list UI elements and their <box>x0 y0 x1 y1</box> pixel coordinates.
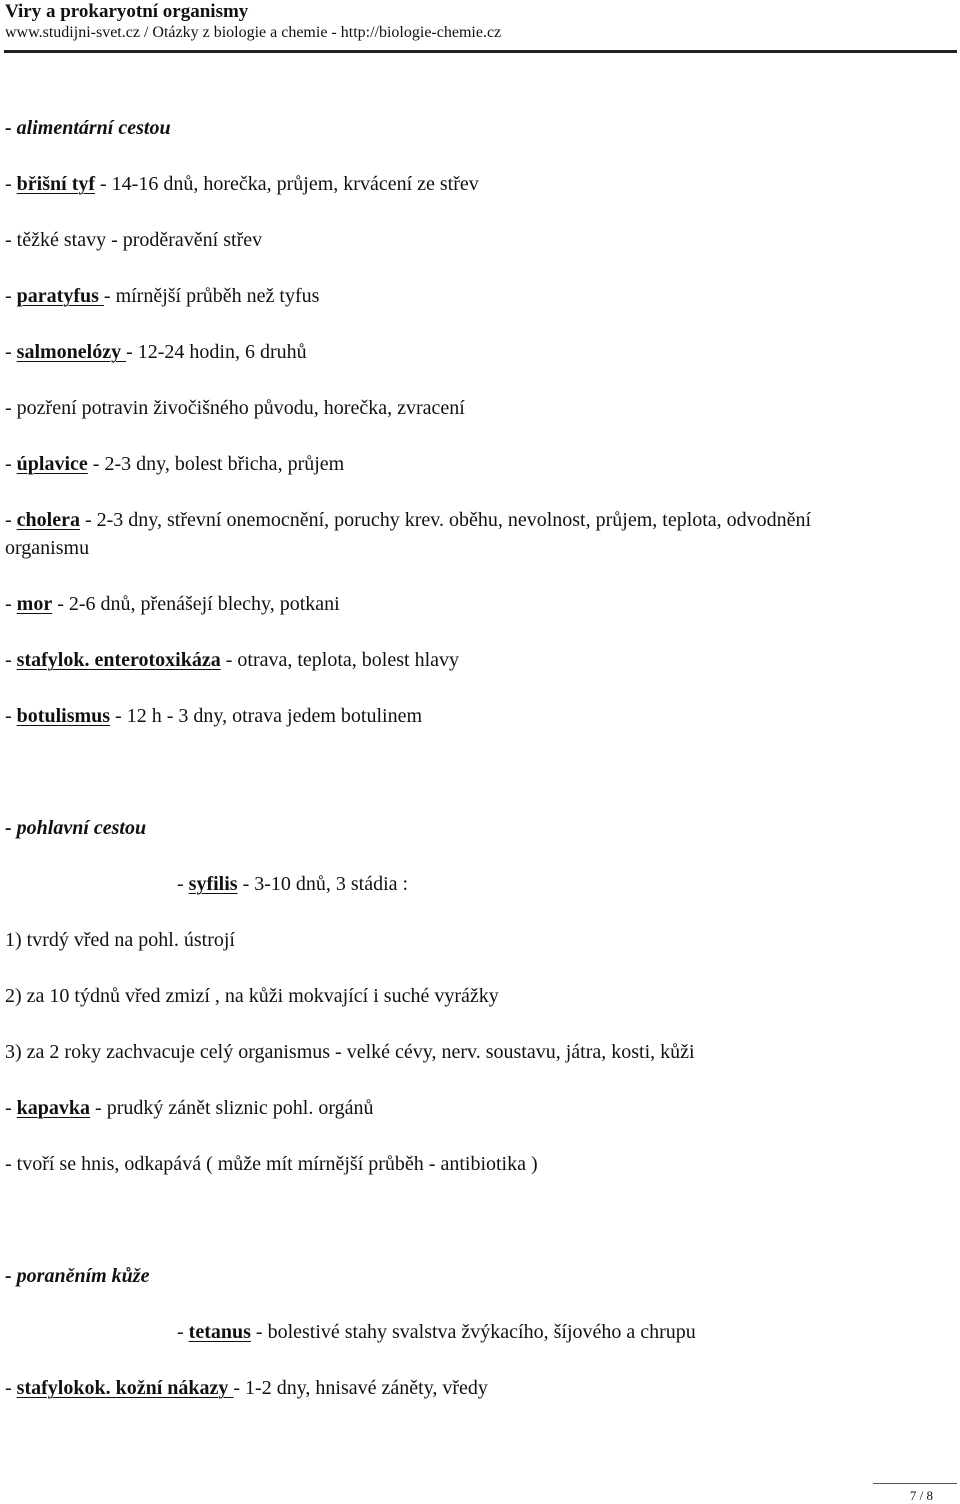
note-line: - tvoří se hnis, odkapává ( může mít mírnější průběh - antibiotika ) <box>5 1153 538 1175</box>
stage-line-3: 3) za 2 roky zachvacuje celý organismus - velké cévy, nerv. soustavu, játra, kosti, kůži <box>5 1041 695 1063</box>
disease-term: stafylokok. kožní nákazy <box>16 1377 234 1399</box>
page-number: 7 / 8 <box>909 1488 933 1503</box>
disease-term: břišní tyf <box>16 173 96 195</box>
disease-line-paratyphoid: - paratyfus - mírnější průběh než tyfus <box>5 285 320 307</box>
document-title: Viry a prokaryotní organismy <box>5 1 249 22</box>
page-header <box>5 0 955 43</box>
disease-line-syphilis: - syfilis - 3-10 dnů, 3 stádia : <box>177 873 409 895</box>
note-line: - těžké stavy - proděravění střev <box>5 229 263 251</box>
disease-line-cholera: - cholera - 2-3 dny, střevní onemocnění, poruchy krev. oběhu, nevolnost, průjem, teplota, odvodnění <box>5 509 812 531</box>
stage-line-2: 2) za 10 týdnů vřed zmizí , na kůži mokvající i suché vyrážky <box>5 985 499 1007</box>
document-source: www.studijni-svet.cz / Otázky z biologie a chemie - http://biologie-chemie.cz <box>5 24 502 41</box>
section-heading-skin-injury: - poraněním kůže <box>5 1265 150 1287</box>
disease-line-botulism: - botulismus - 12 h - 3 dny, otrava jedem botulinem <box>5 705 423 727</box>
disease-term: cholera <box>16 509 80 531</box>
disease-term: stafylok. enterotoxikáza <box>16 649 221 671</box>
disease-line-salmonellosis: - salmonelózy - 12-24 hodin, 6 druhů <box>5 341 307 363</box>
disease-term: paratyfus <box>16 285 104 307</box>
disease-term: úplavice <box>16 453 88 475</box>
line-continuation: organismu <box>5 537 90 559</box>
disease-line-enterotoxicosis: - stafylok. enterotoxikáza - otrava, teplota, bolest hlavy <box>5 649 459 671</box>
disease-term: mor <box>16 593 53 615</box>
disease-term: syfilis <box>188 873 238 895</box>
disease-term: tetanus <box>188 1321 251 1343</box>
section-heading-alimentary: - alimentární cestou <box>5 117 171 139</box>
disease-line-staph-skin: - stafylokok. kožní nákazy - 1-2 dny, hnisavé záněty, vředy <box>5 1377 488 1399</box>
disease-line-typhoid: - břišní tyf - 14-16 dnů, horečka, průjem, krvácení ze střev <box>5 173 479 195</box>
disease-line-gonorrhea: - kapavka - prudký zánět sliznic pohl. orgánů <box>5 1097 374 1119</box>
disease-term: botulismus <box>16 705 111 727</box>
footer-divider <box>873 1483 957 1484</box>
disease-term: salmonelózy <box>16 341 127 363</box>
disease-line-tetanus: - tetanus - bolestivé stahy svalstva žvýkacího, šíjového a chrupu <box>177 1321 696 1343</box>
stage-line-1: 1) tvrdý vřed na pohl. ústrojí <box>5 929 235 951</box>
disease-line-plague: - mor - 2-6 dnů, přenášejí blechy, potkani <box>5 593 340 615</box>
header-divider <box>4 50 957 53</box>
disease-term: kapavka <box>16 1097 91 1119</box>
disease-line-dysentery: - úplavice - 2-3 dny, bolest břicha, průjem <box>5 453 345 475</box>
section-heading-sexual: - pohlavní cestou <box>5 817 147 839</box>
note-line: - pozření potravin živočišného původu, horečka, zvracení <box>5 397 465 419</box>
